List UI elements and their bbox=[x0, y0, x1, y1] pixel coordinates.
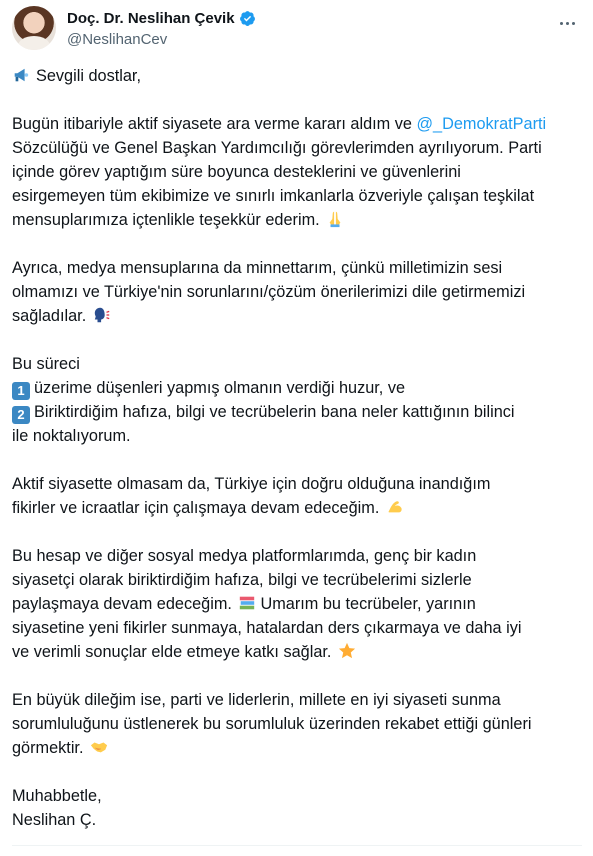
p2-line-c: sağladılar. bbox=[12, 307, 87, 325]
signoff bbox=[12, 784, 587, 832]
p3-line-c: Biriktirdiğim hafıza, bilgi ve tecrübelerin bana neler kattığının bilinci bbox=[34, 403, 515, 421]
author-name-row bbox=[67, 10, 256, 27]
p5-line-b: siyasetçi olarak biriktirdiğim hafıza, bilgi ve tecrübelerimi sizlerle bbox=[12, 571, 472, 589]
p4-line-b: fikirler ve icraatlar için çalışmaya devam edeceğim. bbox=[12, 499, 380, 517]
glowing-star-icon bbox=[338, 642, 356, 660]
paragraph-6 bbox=[12, 688, 587, 760]
p1-line-c: içinde görev yaptığım süre boyunca desteklerini ve güvenlerini bbox=[12, 163, 461, 181]
p5-line-c: paylaşmaya devam edeceğim. bbox=[12, 595, 232, 613]
p2-line-a: Ayrıca, medya mensuplarına da minnettarım, çünkü milletimizin sesi bbox=[12, 259, 503, 277]
avatar[interactable] bbox=[12, 6, 56, 50]
handshake-icon bbox=[90, 738, 108, 756]
paragraph-3 bbox=[12, 352, 587, 448]
speaking-head-icon bbox=[93, 306, 111, 324]
tweet-header bbox=[12, 6, 582, 56]
books-icon bbox=[238, 594, 256, 612]
keycap-two-icon: 2 bbox=[12, 406, 30, 424]
p6-line-a: En büyük dileğim ise, parti ve liderlerin, millete en iyi siyaseti sunma bbox=[12, 691, 501, 709]
p3-line-d: ile noktalıyorum. bbox=[12, 427, 131, 445]
divider bbox=[12, 845, 582, 846]
p3-line-a: Bu süreci bbox=[12, 355, 80, 373]
verified-badge-icon bbox=[239, 10, 256, 27]
avatar-shoulders bbox=[18, 36, 50, 50]
megaphone-icon bbox=[12, 66, 30, 84]
p1-line-a: Bugün itibariyle aktif siyasete ara verme kararı aldım ve bbox=[12, 115, 417, 133]
p6-line-c: görmektir. bbox=[12, 739, 84, 757]
mention-link[interactable]: @_DemokratParti bbox=[416, 115, 547, 133]
paragraph-4 bbox=[12, 472, 587, 520]
p2-line-b: olmamızı ve Türkiye'nin sorunlarını/çözüm önerilerimizi dile getirmemizi bbox=[12, 283, 526, 301]
paragraph-1 bbox=[12, 112, 587, 232]
p1-line-b: Sözcülüğü ve Genel Başkan Yardımcılığı görevlerimden ayrılıyorum. Parti bbox=[12, 139, 542, 157]
greeting-text: Sevgili dostlar, bbox=[36, 67, 141, 85]
keycap-one-icon: 1 bbox=[12, 382, 30, 400]
p1-line-e: mensuplarımıza içtenlikle teşekkür ederim. bbox=[12, 211, 320, 229]
greeting-paragraph bbox=[12, 64, 587, 88]
paragraph-2 bbox=[12, 256, 587, 328]
author-display-name[interactable]: Doç. Dr. Neslihan Çevik bbox=[67, 10, 235, 27]
more-options-icon[interactable] bbox=[558, 12, 578, 32]
signoff-line-b: Neslihan Ç. bbox=[12, 811, 97, 829]
signoff-line-a: Muhabbetle, bbox=[12, 787, 102, 805]
p1-line-d: esirgemeyen tüm ekibimize ve sınırlı imkanlarla özveriyle çalışan teşkilat bbox=[12, 187, 535, 205]
p3-line-b: üzerime düşenleri yapmış olmanın verdiği huzur, ve bbox=[34, 379, 406, 397]
flexed-biceps-icon bbox=[386, 498, 404, 516]
p4-line-a: Aktif siyasette olmasam da, Türkiye için doğru olduğuna inandığım bbox=[12, 475, 491, 493]
tweet-text bbox=[12, 64, 587, 856]
author-handle[interactable]: @NeslihanCev bbox=[67, 31, 168, 48]
paragraph-5 bbox=[12, 544, 587, 664]
folded-hands-icon bbox=[326, 210, 344, 228]
p5-line-a: Bu hesap ve diğer sosyal medya platformlarımda, genç bir kadın bbox=[12, 547, 477, 565]
p5-line-e: ve verimli sonuçlar elde etmeye katkı sağlar. bbox=[12, 643, 332, 661]
p5-line-d: siyasetine yeni fikirler sunmaya, hatalardan ders çıkarmaya ve daha iyi bbox=[12, 619, 522, 637]
p6-line-b: sorumluluğunu üstlenerek bu sorumluluk üzerinden rekabet ettiği günleri bbox=[12, 715, 532, 733]
p5-line-c2: Umarım bu tecrübeler, yarının bbox=[260, 595, 476, 613]
